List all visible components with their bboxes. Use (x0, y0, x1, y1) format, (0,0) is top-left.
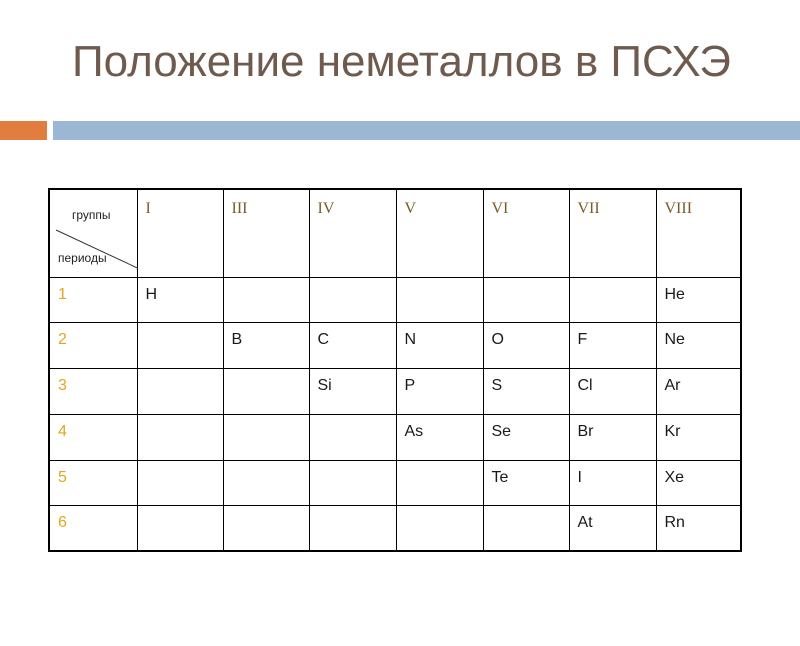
group-header: III (223, 189, 309, 277)
element-cell (223, 414, 309, 460)
element-cell: He (656, 277, 741, 322)
element-cell: Se (483, 414, 569, 460)
group-header: V (396, 189, 483, 277)
element-cell: F (569, 322, 656, 368)
element-cell (223, 505, 309, 551)
accent-bar-blue (53, 121, 800, 140)
element-cell: B (223, 322, 309, 368)
element-cell: Cl (569, 368, 656, 414)
table-row (49, 277, 741, 322)
element-cell (137, 414, 223, 460)
element-cell: Kr (656, 414, 741, 460)
element-cell (483, 505, 569, 551)
element-cell (309, 414, 396, 460)
element-cell (396, 460, 483, 505)
element-cell: N (396, 322, 483, 368)
element-cell: S (483, 368, 569, 414)
element-cell: Br (569, 414, 656, 460)
groups-label: группы (72, 208, 111, 222)
element-cell: O (483, 322, 569, 368)
period-number: 6 (49, 505, 137, 551)
element-cell (396, 505, 483, 551)
period-number: 1 (49, 277, 137, 322)
element-cell (223, 277, 309, 322)
accent-bar-orange (0, 121, 47, 140)
group-header: I (137, 189, 223, 277)
element-cell (309, 277, 396, 322)
table-row (49, 414, 741, 460)
element-cell: P (396, 368, 483, 414)
group-header: VIII (656, 189, 741, 277)
element-cell (137, 322, 223, 368)
element-cell (223, 460, 309, 505)
group-header: IV (309, 189, 396, 277)
element-cell: Te (483, 460, 569, 505)
table-row (49, 322, 741, 368)
element-cell: I (569, 460, 656, 505)
period-number: 5 (49, 460, 137, 505)
corner-cell (49, 189, 137, 277)
period-number: 2 (49, 322, 137, 368)
element-cell (396, 277, 483, 322)
periodic-table-nonmetals (48, 188, 742, 552)
element-cell: As (396, 414, 483, 460)
element-cell: Xe (656, 460, 741, 505)
element-cell (483, 277, 569, 322)
table-row (49, 460, 741, 505)
element-cell: Rn (656, 505, 741, 551)
periods-label: периоды (58, 251, 107, 265)
element-cell: Ar (656, 368, 741, 414)
element-cell (137, 368, 223, 414)
element-cell: H (137, 277, 223, 322)
element-cell: At (569, 505, 656, 551)
element-cell (309, 460, 396, 505)
header-row (49, 189, 741, 277)
element-cell: C (309, 322, 396, 368)
element-cell (309, 505, 396, 551)
element-cell (223, 368, 309, 414)
element-cell: Ne (656, 322, 741, 368)
table-row (49, 368, 741, 414)
period-number: 4 (49, 414, 137, 460)
element-cell (569, 277, 656, 322)
table-row (49, 505, 741, 551)
period-number: 3 (49, 368, 137, 414)
element-cell: Si (309, 368, 396, 414)
slide-title: Положение неметаллов в ПСХЭ (72, 37, 731, 86)
group-header: VI (483, 189, 569, 277)
element-cell (137, 505, 223, 551)
group-header: VII (569, 189, 656, 277)
element-cell (137, 460, 223, 505)
